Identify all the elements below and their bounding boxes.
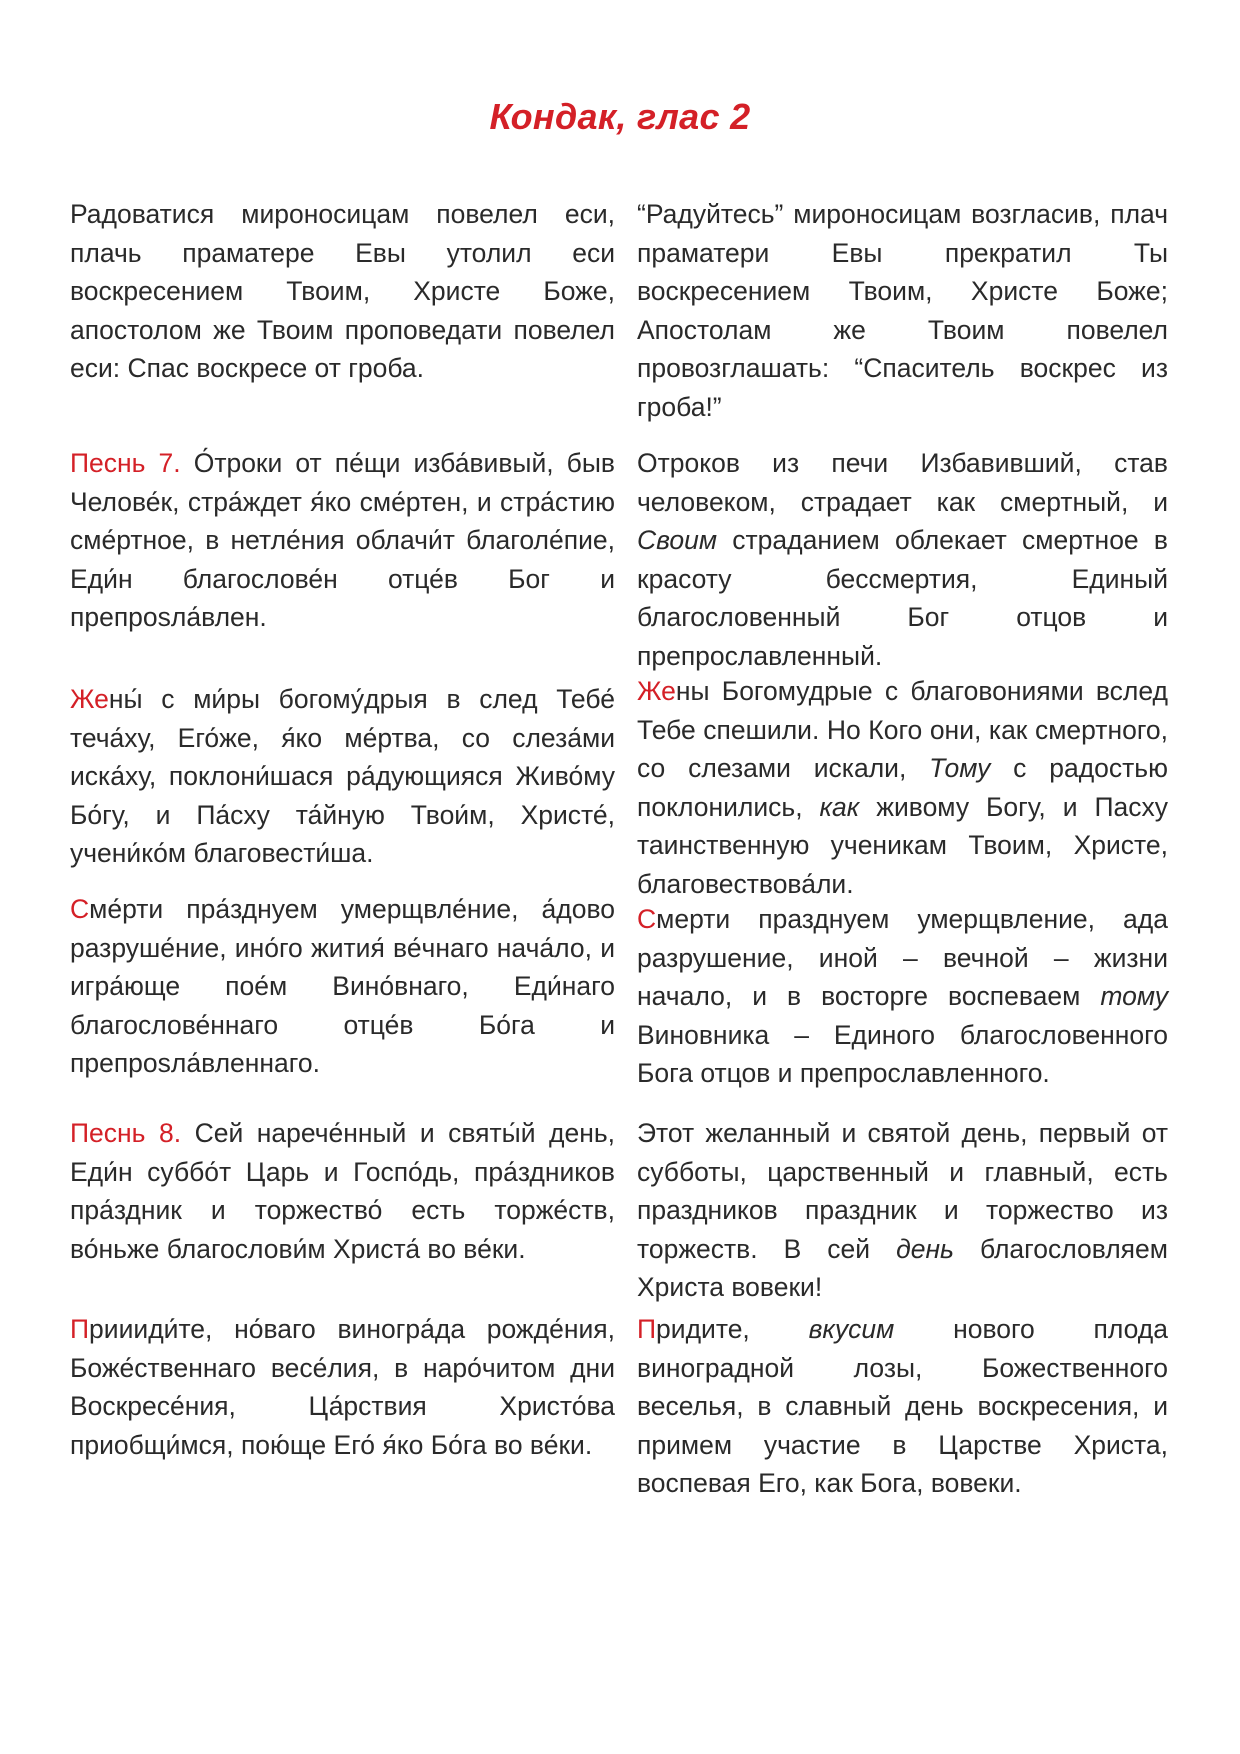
russian-kontakion: [637, 195, 1168, 426]
paragraph-text: О́троки от пе́щи изба́вивый, быв Челове́к, стра́ждет я́ко сме́ртен, и стра́стию сме́ртное, в нетле́ния облачи́т благоле́пие, Еди́н благослове́н отце́в Бог и препрosла́влен.: [70, 448, 615, 632]
paragraph-text: ме́рти пра́зднуем умерщвле́ние, а́дово разруше́ние, ино́го жития́ ве́чнаго нача́ло, и игра́юще пое́м Вино́внаго, Еди́наго благослове́ннаго отце́в Бо́га и препрosла́вленнаго.: [70, 894, 615, 1078]
red-initial: П: [70, 1314, 90, 1344]
italic-word: тому: [1100, 981, 1168, 1011]
paragraph-text: благословляем Христа вовеки!: [637, 1233, 1168, 1302]
russian-ode-8: [637, 1114, 1168, 1307]
russian-troparion-myrrhbearers: [637, 672, 1168, 903]
paragraph-text: живому Богу, и Пасху таинственную ученикам Твоим, Христе, благовествова́ли.: [637, 791, 1168, 899]
paragraph-text: Виновника – Единого благословенного Бога отцов и препрославленного.: [637, 1019, 1168, 1088]
paragraph-text: мерти празднуем умерщвление, ада разрушение, иной – вечной – жизни начало, и в восторге воспеваем: [637, 904, 1168, 1011]
red-initial: П: [637, 1314, 657, 1344]
paragraph-text: Сей нарече́нный и святы́й день, Еди́н суббо́т Царь и Госпо́дь, пра́здников пра́здник и торжество́ есть торже́ств, во́ньже благослови́м Христа́ во ве́ки.: [70, 1118, 615, 1264]
slavonic-ode-7: [70, 444, 615, 637]
paragraph-text: нового плода виноградной лозы, Божественного веселья, в славный день воскресения, и примем участие в Царстве Христа, воспевая Его, как Бога, вовеки.: [637, 1314, 1169, 1498]
slavonic-troparion-myrrhbearers: [70, 680, 615, 873]
paragraph-text: Отроков из печи Избавивший, став человеком, страдает как смертный, и: [637, 448, 1168, 517]
paragraph-text: Этот желанный и святой день, первый от субботы, царственный и главный, есть праздников праздник и торжество из торжеств. В сей: [637, 1118, 1168, 1264]
paragraph-text: ны́ с ми́ры богому́дрыя в след Тебе́ теча́ху, Его́же, я́ко ме́ртва, со слеза́ми иска́ху, поклони́шася ра́дующияся Живо́му Бо́гу, и Па́сху та́йную Твои́м, Христе́, учени́ко́м благовести́ша.: [70, 684, 615, 868]
slavonic-ode-8: [70, 1114, 615, 1268]
italic-word: Своим: [637, 525, 718, 555]
paragraph-text: ны Богомудрые с благовониями вслед Тебе спешили. Но Кого они, как смертного, со слезами искали,: [637, 676, 1168, 783]
paragraph-text: страданием облекает смертное в красоту бессмертия, Единый благословенный Бог отцов и препрославленный.: [637, 525, 1168, 671]
slavonic-kontakion: [70, 195, 615, 388]
russian-troparion-death: [637, 900, 1168, 1093]
page-title: Кондак, глас 2: [489, 96, 751, 137]
red-initial: С: [637, 904, 657, 934]
russian-ode-7: [637, 444, 1168, 675]
paragraph-text: с радостью поклонились,: [637, 753, 1168, 822]
slavonic-troparion-death: [70, 890, 615, 1083]
italic-word: вкусим: [808, 1314, 895, 1344]
italic-word: Тому: [929, 753, 991, 783]
red-initial: Же: [70, 684, 109, 714]
slavonic-troparion-vine: [70, 1310, 615, 1464]
paragraph-text: “Радуйтесь” мироносицам возгласив, плач праматери Евы прекратил Ты воскресением Твоим, Христе Боже; Апостолам же Твоим повелел провозглашать: “Спаситель воскрес из гроба!”: [637, 199, 1168, 422]
ode-label: Песнь 7.: [70, 448, 181, 478]
red-initial: С: [70, 894, 90, 924]
italic-word: день: [896, 1233, 954, 1264]
paragraph-text: ридите,: [656, 1314, 809, 1344]
red-initial: Же: [637, 676, 676, 706]
paragraph-text: Радоватися мироносицам повелел еси, плачь праматере Евы утолил еси воскресением Твоим, Христе Боже, апостолом же Твоим проповедати повелел еси: Спас воскресе от гроба.: [70, 199, 615, 383]
russian-troparion-vine: [637, 1310, 1168, 1503]
paragraph-text: риииди́те, но́ваго виногра́да рожде́ния, Боже́ственнаго весе́лия, в наро́читом дни Воскресе́ния, Ца́рствия Христо́ва приобщи́мся, пою́ще Его́ я́ко Бо́га во ве́ки.: [70, 1314, 615, 1460]
ode-label: Песнь 8.: [70, 1118, 182, 1148]
italic-word: как: [819, 791, 860, 822]
